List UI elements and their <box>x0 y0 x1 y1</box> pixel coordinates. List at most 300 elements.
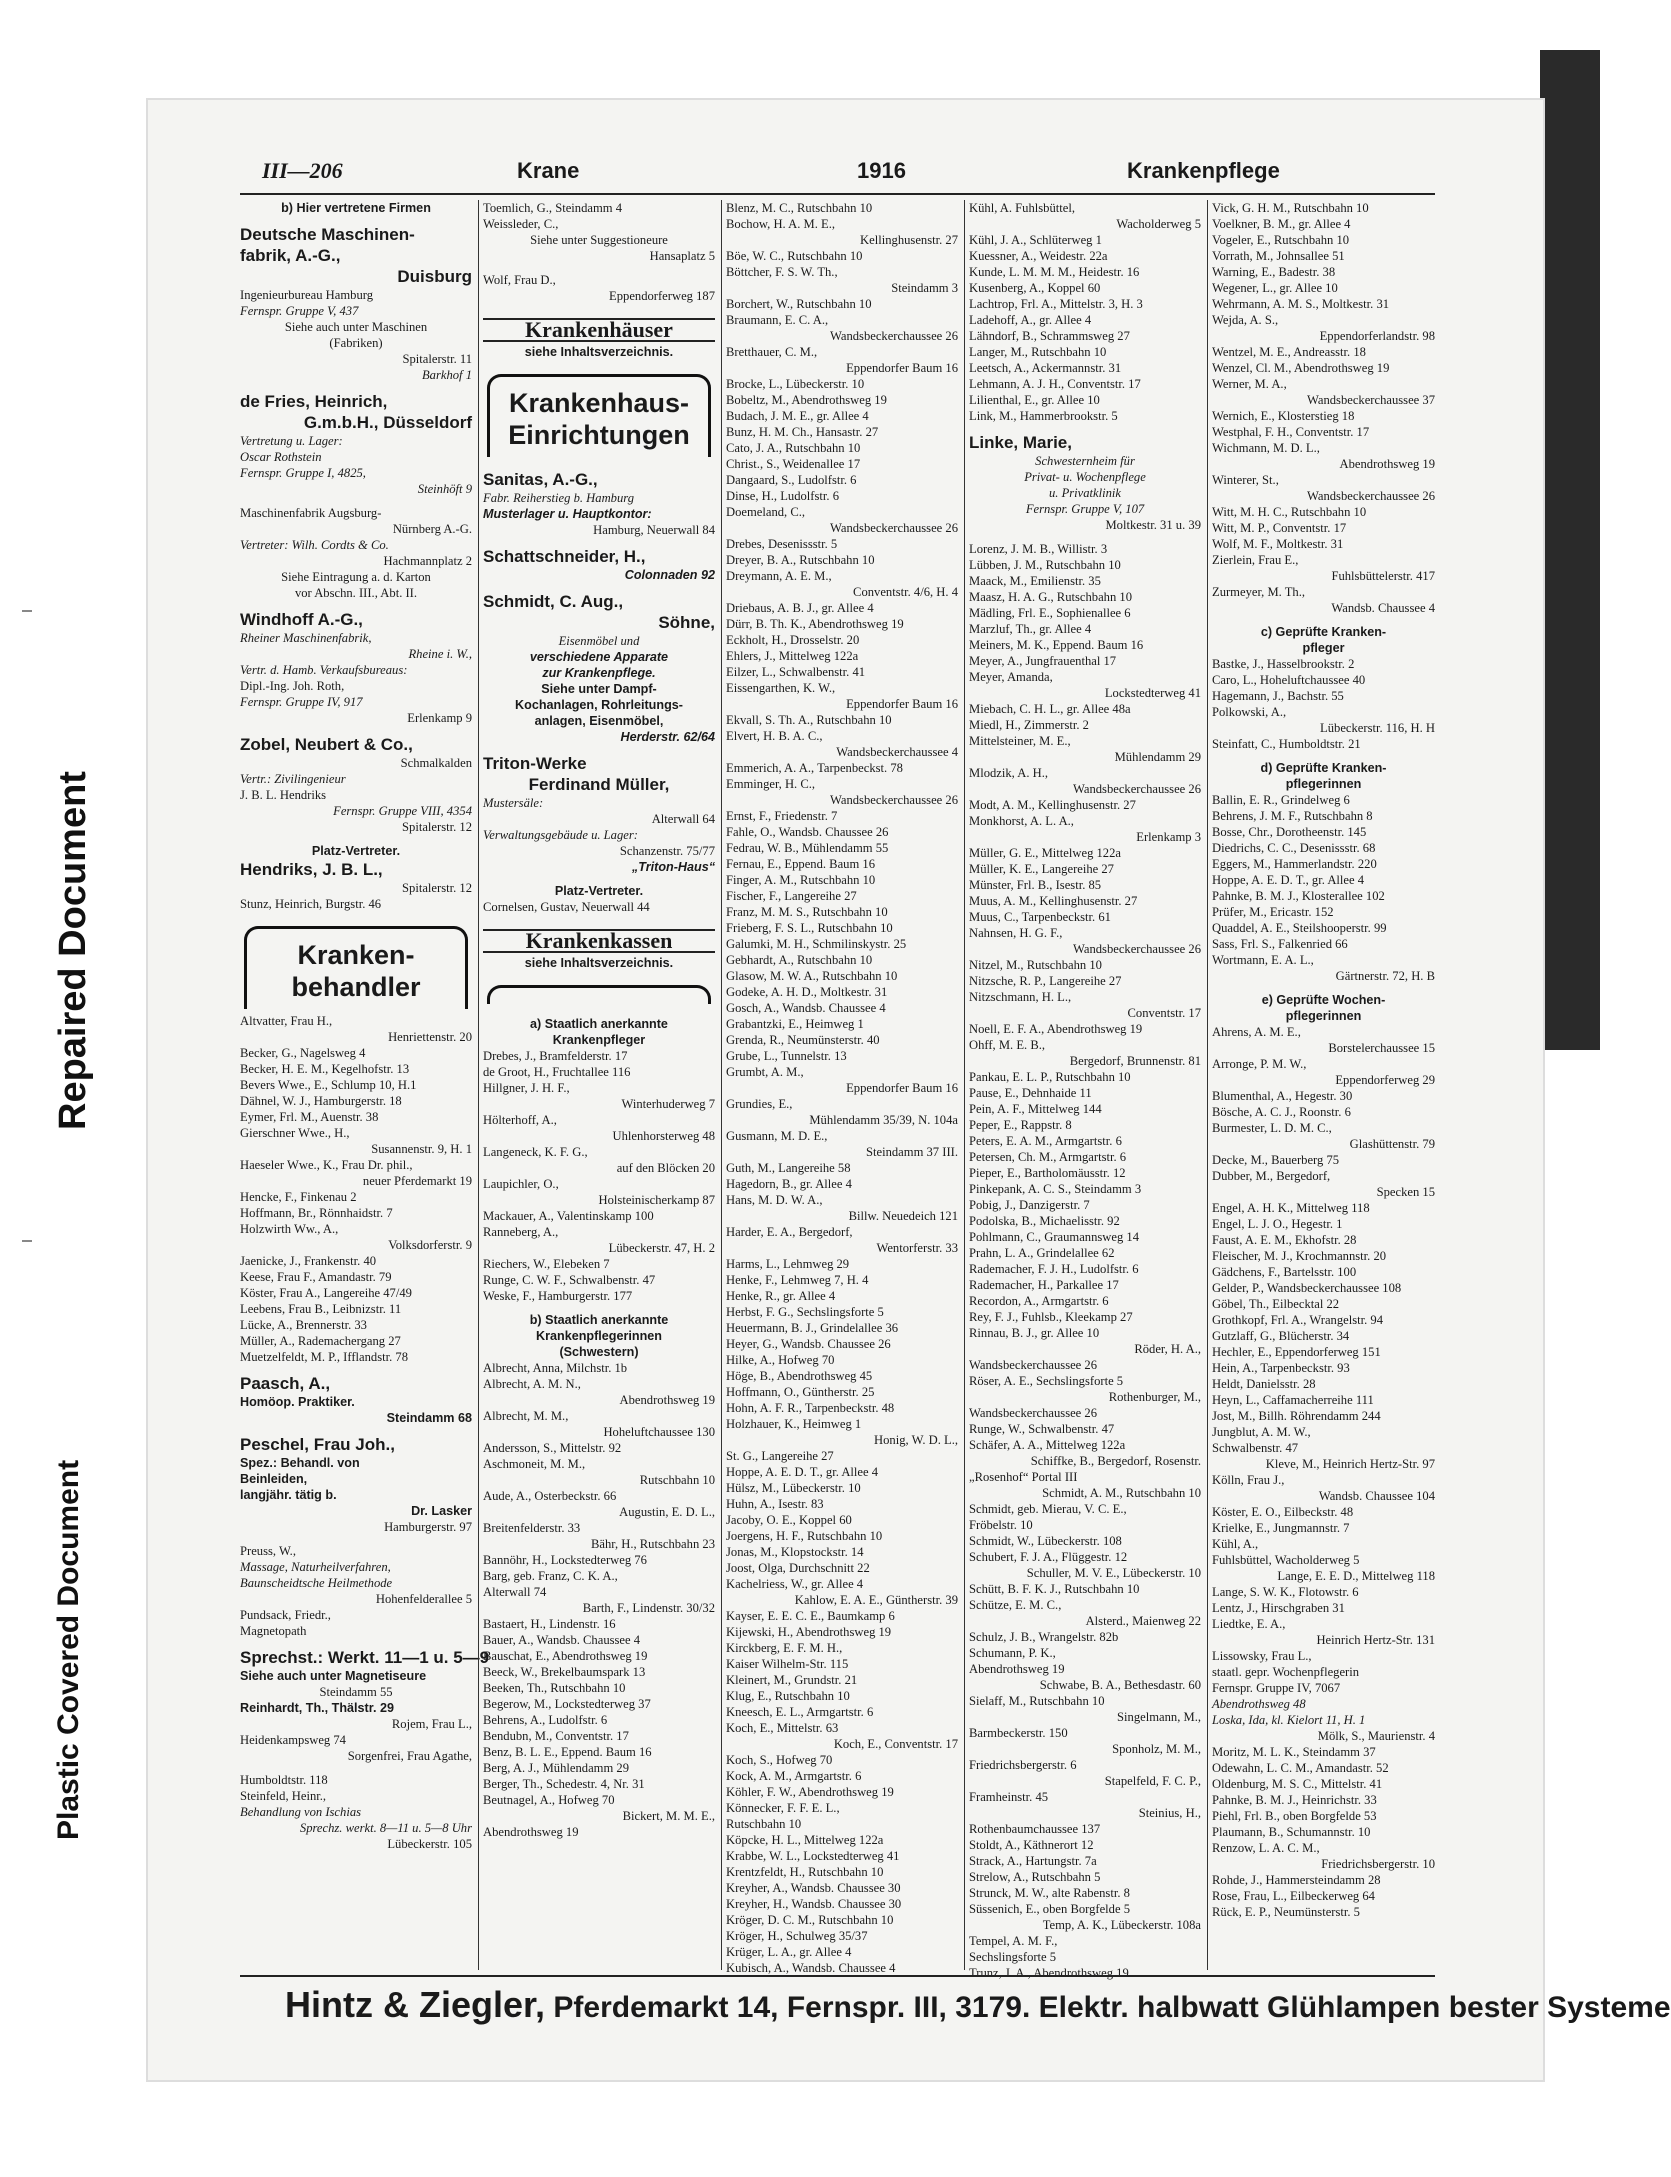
column-divider <box>1207 200 1208 1970</box>
directory-entry: Holzhauer, K., Heimweg 1 <box>726 1417 862 1431</box>
address-continuation: Hamburg, Neuerwall 84 <box>593 523 715 537</box>
directory-entry: Röser, A. E., Sechslingsforte 5 <box>969 1374 1124 1388</box>
directory-entry: Altvatter, Frau H., <box>240 1014 333 1028</box>
directory-entry: Kreyher, A., Wandsb. Chaussee 30 <box>726 1881 901 1895</box>
directory-entry: Muetzelfeldt, M. P., Ifflandstr. 78 <box>240 1350 409 1364</box>
directory-entry: Ingenieurbureau Hamburg <box>240 288 374 302</box>
directory-entry: Framheinstr. 45 <box>969 1790 1049 1804</box>
entry-gap <box>240 1365 472 1373</box>
directory-entry: Muus, A. M., Kellinghusenstr. 27 <box>969 894 1138 908</box>
directory-entry: Hillgner, J. H. F., <box>483 1081 570 1095</box>
directory-entry: Heyer, G., Wandsb. Chaussee 26 <box>726 1337 891 1351</box>
directory-entry: Rose, Frau, L., Eilbeckerweg 64 <box>1212 1889 1375 1903</box>
address-continuation: Sponholz, M. M., <box>1112 1742 1201 1756</box>
directory-entry: u. Privatklinik <box>1048 486 1122 500</box>
address-continuation: Spitalerstr. 12 <box>402 881 472 895</box>
directory-entry: Magnetopath <box>240 1624 307 1638</box>
directory-entry: Peper, E., Rappstr. 8 <box>969 1118 1072 1132</box>
directory-entry: Wandsbeckerchaussee 26 <box>969 1358 1098 1372</box>
directory-entry: Maack, M., Emilienstr. 35 <box>969 574 1101 588</box>
directory-entry: Loska, Ida, kl. Kielort 11, H. 1 <box>1212 1713 1366 1727</box>
section-heading: pflegerinnen <box>1285 777 1362 791</box>
address-continuation: (Fabriken) <box>329 336 383 350</box>
directory-entry: Wolf, Frau D., <box>483 273 556 287</box>
directory-entry: Prüfer, M., Ericastr. 152 <box>1212 905 1334 919</box>
directory-entry: Modt, A. M., Kellinghusenstr. 27 <box>969 798 1136 812</box>
directory-entry: Hoppe, A. E. D. T., gr. Allee 4 <box>1212 873 1365 887</box>
address-continuation: Honig, W. D. L., <box>874 1433 958 1447</box>
directory-entry: Heldt, Danielsstr. 28 <box>1212 1377 1316 1391</box>
directory-entry: Meyer, Amanda, <box>969 670 1053 684</box>
address-continuation: Eppendorferweg 187 <box>609 289 715 303</box>
directory-entry: Hagemann, J., Bachstr. 55 <box>1212 689 1344 703</box>
directory-entry: Dipl.-Ing. Joh. Roth, <box>240 679 345 693</box>
directory-entry: Weske, F., Hamburgerstr. 177 <box>483 1289 633 1303</box>
directory-entry: Arronge, P. M. W., <box>1212 1057 1307 1071</box>
directory-entry: Kubisch, A., Wandsb. Chaussee 4 <box>726 1961 896 1975</box>
directory-entry: Grumbt, A. M., <box>726 1065 804 1079</box>
directory-entry: Friedrichsbergerstr. 6 <box>969 1758 1077 1772</box>
entry-gap <box>240 497 472 505</box>
directory-entry: Fernspr. Gruppe I, 4825, <box>240 466 366 480</box>
directory-entry: Hoffmann, Br., Rönnhaidstr. 7 <box>240 1206 393 1220</box>
directory-entry: Mädling, Frl. E., Sophienallee 6 <box>969 606 1131 620</box>
directory-entry: Werner, M. A., <box>1212 377 1287 391</box>
directory-entry: Vick, G. H. M., Rutschbahn 10 <box>1212 201 1369 215</box>
address-continuation: Wandsbeckerchaussee 4 <box>836 745 958 759</box>
section-heading: Reinhardt, Th., Thälstr. 29 <box>240 1701 394 1715</box>
running-head <box>262 158 1432 188</box>
address-continuation: Schanzenstr. 75/77 <box>619 844 715 858</box>
directory-entry: Muus, C., Tarpenbeckstr. 61 <box>969 910 1111 924</box>
directory-entry: Quaddel, A. E., Steilshooperstr. 99 <box>1212 921 1387 935</box>
directory-entry: Zierlein, Frau E., <box>1212 553 1299 567</box>
directory-entry: Lübben, J. M., Rutschbahn 10 <box>969 558 1121 572</box>
directory-entry: Behrens, A., Ludolfstr. 6 <box>483 1713 608 1727</box>
directory-entry: Decke, M., Bauerberg 75 <box>1212 1153 1340 1167</box>
address-continuation: Glashüttenstr. 79 <box>1349 1137 1435 1151</box>
directory-entry: Caro, L., Hoheluftchaussee 40 <box>1212 673 1366 687</box>
directory-entry: Becker, G., Nagelsweg 4 <box>240 1046 366 1060</box>
entry-gap <box>483 304 715 312</box>
directory-entry: Doemeland, C., <box>726 505 806 519</box>
directory-entry: Runge, C. W. F., Schwalbenstr. 47 <box>483 1273 656 1287</box>
directory-entry: Rohde, J., Hammersteindamm 28 <box>1212 1873 1381 1887</box>
directory-entry: Emminger, H. C., <box>726 777 816 791</box>
entry-gap <box>240 601 472 609</box>
firm-name: Duisburg <box>397 267 472 286</box>
directory-entry: Steinfatt, C., Humboldtstr. 21 <box>1212 737 1361 751</box>
directory-entry: Aude, A., Osterbeckstr. 66 <box>483 1489 617 1503</box>
directory-entry: Privat- u. Wochenpflege <box>1024 470 1146 484</box>
column-divider <box>478 200 479 1970</box>
directory-entry: Fernspr. Gruppe V, 107 <box>1025 502 1145 516</box>
address-continuation: Lübeckerstr. 116, H. H <box>1320 721 1435 735</box>
address-continuation: Uhlenhorsterweg 48 <box>612 1129 715 1143</box>
address-continuation: Erlenkamp 3 <box>1136 830 1201 844</box>
section-heading: Krankenpflegerinnen <box>536 1329 662 1343</box>
address-continuation: Eppendorferweg 29 <box>1335 1073 1435 1087</box>
address-continuation: Singelmann, M., <box>1117 1710 1201 1724</box>
directory-entry: Gusmann, M. D. E., <box>726 1129 828 1143</box>
directory-entry: Pause, E., Dehnhaide 11 <box>969 1086 1092 1100</box>
directory-entry: Schütt, B. F. K. J., Rutschbahn 10 <box>969 1582 1140 1596</box>
address-continuation: Friedrichsbergerstr. 10 <box>1321 1857 1435 1871</box>
address-continuation: Schiffke, B., Bergedorf, Rosenstr. <box>1030 1454 1201 1468</box>
directory-entry: Lentz, J., Hirschgraben 31 <box>1212 1601 1345 1615</box>
address-continuation: Winterhuderweg 7 <box>621 1097 715 1111</box>
directory-entry: Köhler, F. W., Abendrothsweg 19 <box>726 1785 894 1799</box>
entry-gap <box>483 461 715 469</box>
address-continuation: Steinius, H., <box>1138 1806 1201 1820</box>
directory-entry: Mustersäle: <box>483 796 544 810</box>
entry-gap <box>483 875 715 883</box>
directory-entry: Bannöhr, H., Lockstedterweg 76 <box>483 1553 647 1567</box>
directory-entry: Dreymann, A. E. M., <box>726 569 832 583</box>
directory-entry: Link, M., Hammerbrookstr. 5 <box>969 409 1118 423</box>
directory-entry: Fröbelstr. 10 <box>969 1518 1033 1532</box>
directory-entry: Trunz, J. A., Abendrothsweg 19 <box>969 1966 1129 1980</box>
directory-entry: Köster, E. O., Eilbeckstr. 48 <box>1212 1505 1354 1519</box>
address-continuation: Hansaplatz 5 <box>649 249 715 263</box>
address-continuation: Schuller, M. V. E., Lübeckerstr. 10 <box>1026 1566 1201 1580</box>
directory-entry: Lorenz, J. M. B., Willistr. 3 <box>969 542 1108 556</box>
address-continuation: Lübeckerstr. 105 <box>387 1837 472 1851</box>
address-continuation: Wandsb. Chaussee 4 <box>1331 601 1435 615</box>
section-heading: siehe Inhaltsverzeichnis. <box>524 345 674 359</box>
section-heading: Homöop. Praktiker. <box>240 1395 355 1409</box>
address-continuation: Abendrothsweg 19 <box>1339 457 1435 471</box>
directory-entry: Voelkner, B. M., gr. Allee 4 <box>1212 217 1351 231</box>
directory-entry: Grundies, E., <box>726 1097 793 1111</box>
section-heading: c) Geprüfte Kranken- <box>1260 625 1387 639</box>
address-continuation: Schmalkalden <box>400 756 472 770</box>
directory-entry: Vertreter: Wilh. Cordts & Co. <box>240 538 389 552</box>
directory-entry: Mlodzik, A. H., <box>969 766 1049 780</box>
entry-gap <box>1212 984 1435 992</box>
directory-entry: Kirckberg, E. F. M. H., <box>726 1641 843 1655</box>
directory-entry: Kuessner, A., Weidestr. 22a <box>969 249 1108 263</box>
directory-entry: Pinkepank, A. C. S., Steindamm 3 <box>969 1182 1142 1196</box>
section-heading: pfleger <box>1302 641 1345 655</box>
directory-entry: Strunck, M. W., alte Rabenstr. 8 <box>969 1886 1130 1900</box>
directory-entry: Strelow, A., Rutschbahn 5 <box>969 1870 1101 1884</box>
directory-entry: Brocke, L., Lübeckerstr. 10 <box>726 377 865 391</box>
address-continuation: Lange, E. E. D., Mittelweg 118 <box>1277 1569 1435 1583</box>
directory-entry: Wolf, M. F., Moltkestr. 31 <box>1212 537 1344 551</box>
directory-entry: Burmester, L. D. M. C., <box>1212 1121 1332 1135</box>
directory-entry: Henke, R., gr. Allee 4 <box>726 1289 836 1303</box>
directory-entry: Dähnel, W. J., Hamburgerstr. 18 <box>240 1094 402 1108</box>
directory-entry: Böttcher, F. S. W. Th., <box>726 265 838 279</box>
directory-entry: Blenz, M. C., Rutschbahn 10 <box>726 201 873 215</box>
catchword: Krane <box>517 158 580 183</box>
address-continuation: Susannenstr. 9, H. 1 <box>371 1142 472 1156</box>
directory-entry: Gutzlaff, G., Blücherstr. 34 <box>1212 1329 1350 1343</box>
directory-entry: Fernspr. Gruppe V, 437 <box>240 304 359 318</box>
directory-entry: Siehe auch unter Maschinen <box>284 320 428 334</box>
directory-entry: Grube, L., Tunnelstr. 13 <box>726 1049 847 1063</box>
directory-entry: Kijewski, H., Abendrothsweg 19 <box>726 1625 892 1639</box>
directory-entry: Wandsbeckerchaussee 26 <box>969 1406 1098 1420</box>
directory-entry: Schütze, E. M. C., <box>969 1598 1062 1612</box>
directory-entry: Albrecht, Anna, Milchstr. 1b <box>483 1361 628 1375</box>
entry-gap <box>240 1535 472 1543</box>
firm-name: Zobel, Neubert & Co., <box>240 735 413 754</box>
directory-entry: Krüger, L. A., gr. Allee 4 <box>726 1945 852 1959</box>
address-continuation: Stapelfeld, F. C. P., <box>1104 1774 1201 1788</box>
section-heading: b) Staatlich anerkannte <box>529 1313 669 1327</box>
directory-entry: Kreyher, H., Wandsb. Chaussee 30 <box>726 1897 902 1911</box>
entry-gap <box>483 971 715 979</box>
directory-entry: Siehe unter Suggestioneure <box>530 233 668 247</box>
directory-entry: Harms, L., Lehmweg 29 <box>726 1257 850 1271</box>
directory-entry: Eisenmöbel und <box>558 634 640 648</box>
address-continuation: Nürnberg A.-G. <box>392 522 472 536</box>
directory-entry: Grothkopf, Frl. A., Wrangelstr. 94 <box>1212 1313 1384 1327</box>
directory-entry: Bochow, H. A. M. E., <box>726 217 836 231</box>
boxed-section-heading <box>244 926 468 1009</box>
directory-entry: Toemlich, G., Steindamm 4 <box>483 201 623 215</box>
directory-entry: Alterwall 74 <box>483 1585 547 1599</box>
directory-entry: Cato, J. A., Rutschbahn 10 <box>726 441 861 455</box>
section-heading: Beinleiden, <box>240 1472 308 1486</box>
footer-rule <box>240 1975 1435 1977</box>
directory-entry: Gebhardt, A., Rutschbahn 10 <box>726 953 873 967</box>
directory-entry: Wortmann, E. A. L., <box>1212 953 1314 967</box>
address-continuation: Wacholderweg 5 <box>1116 217 1201 231</box>
directory-entry: Koch, E., Mittelstr. 63 <box>726 1721 839 1735</box>
directory-entry: Bastke, J., Hasselbrookstr. 2 <box>1212 657 1355 671</box>
section-heading: Krankenkassen <box>483 929 715 953</box>
address-continuation: Fuhlsbüttelerstr. 417 <box>1331 569 1435 583</box>
firm-name: Windhoff A.-G., <box>240 610 363 629</box>
address-continuation: Conventstr. 17 <box>1127 1006 1201 1020</box>
footer-advertisement <box>285 1984 1671 2028</box>
directory-entry: Albrecht, A. M. N., <box>483 1377 581 1391</box>
directory-entry: Peters, E. A. M., Armgartstr. 6 <box>969 1134 1122 1148</box>
section-heading: Krankenpfleger <box>552 1033 646 1047</box>
directory-entry: Harder, E. A., Bergedorf, <box>726 1225 853 1239</box>
directory-entry: Joergens, H. F., Rutschbahn 10 <box>726 1529 883 1543</box>
directory-entry: Renzow, L. A. C. M., <box>1212 1841 1320 1855</box>
directory-entry: Bosse, Chr., Dorotheenstr. 145 <box>1212 825 1367 839</box>
firm-name: fabrik, A.-G., <box>240 246 341 265</box>
address-continuation: Augustin, E. D. L., <box>619 1505 715 1519</box>
directory-entry: Hülsz, M., Lübeckerstr. 10 <box>726 1481 861 1495</box>
address-continuation: Kleve, M., Heinrich Hertz-Str. 97 <box>1265 1457 1435 1471</box>
directory-entry: Schmidt, W., Lübeckerstr. 108 <box>969 1534 1122 1548</box>
directory-entry: Drebes, Desenissstr. 5 <box>726 537 838 551</box>
address-continuation: Abendrothsweg 19 <box>619 1393 715 1407</box>
directory-entry: Maschinenfabrik Augsburg- <box>240 506 382 520</box>
address-continuation: Wandsb. Chaussee 104 <box>1318 1489 1435 1503</box>
column-4 <box>969 200 1201 1980</box>
address-continuation: Eppendorfer Baum 16 <box>846 1081 958 1095</box>
firm-name: Linke, Marie, <box>969 433 1072 452</box>
directory-entry: Noell, E. F. A., Abendrothsweg 19 <box>969 1022 1143 1036</box>
firm-name: G.m.b.H., Düsseldorf <box>303 413 472 432</box>
directory-entry: Schubert, F. J. A., Flüggestr. 12 <box>969 1550 1128 1564</box>
directory-entry: Fernspr. Gruppe IV, 7067 <box>1212 1681 1341 1695</box>
entry-gap <box>240 383 472 391</box>
address-continuation: Volksdorferstr. 9 <box>388 1238 472 1252</box>
directory-entry: Fuhlsbüttel, Wacholderweg 5 <box>1212 1553 1360 1567</box>
directory-entry: Blumenthal, A., Hegestr. 30 <box>1212 1089 1353 1103</box>
directory-entry: Kühl, A., <box>1212 1537 1259 1551</box>
boxed-heading-line: Kranken- <box>297 940 415 970</box>
directory-entry: Fleischer, M. J., Krochmannstr. 20 <box>1212 1249 1387 1263</box>
directory-entry: Nahnsen, H. G. F., <box>969 926 1063 940</box>
address-continuation: Conventstr. 4/6, H. 4 <box>853 585 958 599</box>
advertiser-details: Pferdemarkt 14, Fernspr. III, 3179. Elektr. halbwatt Glühlampen bester Systeme <box>553 1991 1671 2024</box>
directory-entry: Eggers, M., Hammerlandstr. 220 <box>1212 857 1377 871</box>
directory-entry: Finger, A. M., Rutschbahn 10 <box>726 873 876 887</box>
entry-gap <box>1212 616 1435 624</box>
directory-entry: Gelder, P., Wandsbeckerchaussee 108 <box>1212 1281 1402 1295</box>
directory-entry: Cornelsen, Gustav, Neuerwall 44 <box>483 900 650 914</box>
directory-entry: Warning, E., Badestr. 38 <box>1212 265 1336 279</box>
directory-entry: Berg, A. J., Mühlendamm 29 <box>483 1761 629 1775</box>
section-heading: Musterlager u. Hauptkontor: <box>483 507 652 521</box>
entry-gap <box>483 538 715 546</box>
column-1 <box>240 200 490 1970</box>
directory-entry: Jacoby, O. E., Koppel 60 <box>726 1513 852 1527</box>
directory-entry: Klug, E., Rutschbahn 10 <box>726 1689 850 1703</box>
directory-entry: Bobeltz, M., Abendrothsweg 19 <box>726 393 887 407</box>
directory-entry: Baunscheidtsche Heilmethode <box>240 1576 393 1590</box>
header-rule <box>240 193 1435 195</box>
section-heading: zur Krankenpflege. <box>542 666 656 680</box>
directory-entry: Fabr. Reiherstieg b. Hamburg <box>483 491 634 505</box>
entry-gap <box>483 360 715 368</box>
directory-entry: Fahle, O., Wandsb. Chaussee 26 <box>726 825 889 839</box>
address-continuation: Rheine i. W., <box>408 647 472 661</box>
directory-entry: Aschmoneit, M. M., <box>483 1457 586 1471</box>
address-continuation: Barth, F., Lindenstr. 30/32 <box>582 1601 715 1615</box>
directory-entry: Westphal, F. H., Conventstr. 17 <box>1212 425 1370 439</box>
directory-entry: Hohn, A. F. R., Tarpenbeckstr. 48 <box>726 1401 895 1415</box>
address-continuation: Heinrich Hertz-Str. 131 <box>1316 1633 1435 1647</box>
directory-entry: Schulz, J. B., Wrangelstr. 82b <box>969 1630 1119 1644</box>
directory-entry: Braumann, E. C. A., <box>726 313 829 327</box>
directory-entry: Winterer, St., <box>1212 473 1279 487</box>
entry-gap <box>483 1304 715 1312</box>
directory-entry: Leebens, Frau B., Leibnizstr. 11 <box>240 1302 402 1316</box>
directory-entry: Rothenbaumchaussee 137 <box>969 1822 1101 1836</box>
entry-gap <box>240 1764 472 1772</box>
directory-entry: Kneesch, E. L., Armgartstr. 6 <box>726 1705 874 1719</box>
section-heading: (Schwestern) <box>559 1345 639 1359</box>
section-heading: d) Geprüfte Kranken- <box>1260 761 1387 775</box>
directory-entry: Tempel, A. M. F., <box>969 1934 1058 1948</box>
directory-entry: Ohff, M. E. B., <box>969 1038 1046 1052</box>
entry-gap <box>240 1426 472 1434</box>
directory-entry: Kühl, J. A., Schlüterweg 1 <box>969 233 1102 247</box>
directory-entry: Krentzfeldt, H., Rutschbahn 10 <box>726 1865 884 1879</box>
address-continuation: Wandsbeckerchaussee 26 <box>1072 942 1201 956</box>
directory-entry: Dürr, B. Th. K., Abendrothsweg 19 <box>726 617 904 631</box>
directory-entry: Göbel, Th., Eilbecktal 22 <box>1212 1297 1340 1311</box>
address-continuation: Temp, A. K., Lübeckerstr. 108a <box>1042 1918 1201 1932</box>
directory-entry: Bauer, A., Wandsb. Chaussee 4 <box>483 1633 641 1647</box>
directory-entry: Mittelsteiner, M. E., <box>969 734 1071 748</box>
directory-entry: Beeck, W., Brekelbaumspark 13 <box>483 1665 646 1679</box>
address-continuation: Wandsbeckerchaussee 26 <box>829 793 958 807</box>
directory-entry: Rademacher, F. J. H., Ludolfstr. 6 <box>969 1262 1139 1276</box>
address-continuation: Lübeckerstr. 47, H. 2 <box>608 1241 715 1255</box>
directory-entry: Kröger, H., Schulweg 35/37 <box>726 1929 868 1943</box>
address-continuation: Fernspr. Gruppe VIII, 4354 <box>333 804 472 818</box>
directory-entry: Ballin, E. R., Grindelweg 6 <box>1212 793 1350 807</box>
directory-entry: Könnecker, F. F. E. L., <box>726 1801 840 1815</box>
directory-entry: Preuss, W., <box>240 1544 296 1558</box>
directory-entry: vor Abschn. III., Abt. II. <box>294 586 418 600</box>
address-continuation: Holsteinischerkamp 87 <box>598 1193 715 1207</box>
address-continuation: Wandsbeckerchaussee 26 <box>1306 489 1435 503</box>
address-continuation: Wandsbeckerchaussee 37 <box>1306 393 1435 407</box>
directory-entry: Bunz, H. M. Ch., Hansastr. 27 <box>726 425 879 439</box>
page-number: III—206 <box>262 158 343 183</box>
address-continuation: Schmidt, A. M., Rutschbahn 10 <box>1042 1486 1201 1500</box>
directory-entry: Kleinert, M., Grundstr. 21 <box>726 1673 858 1687</box>
directory-entry: Pundsack, Friedr., <box>240 1608 331 1622</box>
address-continuation: Moltkestr. 31 u. 39 <box>1105 518 1201 532</box>
directory-entry: Lachtrop, Frl. A., Mittelstr. 3, H. 3 <box>969 297 1143 311</box>
directory-entry: Bösche, A. C. J., Roonstr. 6 <box>1212 1105 1351 1119</box>
directory-entry: Jaenicke, J., Frankenstr. 40 <box>240 1254 377 1268</box>
section-heading: anlagen, Eisenmöbel, <box>534 714 664 728</box>
directory-entry: Berger, Th., Schedestr. 4, Nr. 31 <box>483 1777 645 1791</box>
directory-entry: Miedl, H., Zimmerstr. 2 <box>969 718 1089 732</box>
address-continuation: Koch, E., Conventstr. 17 <box>833 1737 958 1751</box>
directory-entry: Godeke, A. H. D., Moltkestr. 31 <box>726 985 888 999</box>
directory-entry: J. B. L. Hendriks <box>240 788 327 802</box>
entry-gap <box>483 915 715 923</box>
directory-entry: Müller, A., Rademachergang 27 <box>240 1334 401 1348</box>
entry-gap <box>483 583 715 591</box>
directory-entry: Hein, A., Tarpenbeckstr. 93 <box>1212 1361 1350 1375</box>
directory-entry: Andersson, S., Mittelstr. 92 <box>483 1441 622 1455</box>
firm-name: Paasch, A., <box>240 1374 331 1393</box>
directory-entry: Franz, M. M. S., Rutschbahn 10 <box>726 905 888 919</box>
directory-entry: Faust, A. E. M., Ekhofstr. 28 <box>1212 1233 1357 1247</box>
section-heading: langjähr. tätig b. <box>240 1488 337 1502</box>
directory-entry: Lange, S. W. K., Flotowstr. 6 <box>1212 1585 1359 1599</box>
directory-entry: Rück, E. P., Neumünsterstr. 5 <box>1212 1905 1360 1919</box>
address-continuation: Mühlendamm 35/39, N. 104a <box>809 1113 958 1127</box>
directory-entry: Kaiser Wilhelm-Str. 115 <box>726 1657 849 1671</box>
directory-entry: Dubber, M., Bergedorf, <box>1212 1169 1331 1183</box>
address-continuation: Röder, H. A., <box>1134 1342 1201 1356</box>
directory-entry: Runge, W., Schwalbenstr. 47 <box>969 1422 1115 1436</box>
directory-entry: Behandlung von Ischias <box>240 1805 362 1819</box>
entry-gap <box>240 216 472 224</box>
address-continuation: Rojem, Frau L., <box>391 1717 472 1731</box>
directory-entry: Rademacher, H., Parkallee 17 <box>969 1278 1119 1292</box>
directory-entry: Kachelriess, W., gr. Allee 4 <box>726 1577 864 1591</box>
directory-entry: Schmidt, geb. Mierau, V. C. E., <box>969 1502 1127 1516</box>
directory-entry: „Rosenhof“ Portal III <box>969 1470 1078 1484</box>
directory-entry: Wernich, E., Klosterstieg 18 <box>1212 409 1355 423</box>
directory-entry: Hölterhoff, A., <box>483 1113 557 1127</box>
entry-gap <box>483 264 715 272</box>
section-heading: Herderstr. 62/64 <box>620 730 715 744</box>
entry-gap <box>969 533 1201 541</box>
address-continuation: Wentorferstr. 33 <box>876 1241 958 1255</box>
directory-entry: Rutschbahn 10 <box>726 1817 802 1831</box>
directory-entry: Odewahn, L. C. M., Amandastr. 52 <box>1212 1761 1389 1775</box>
